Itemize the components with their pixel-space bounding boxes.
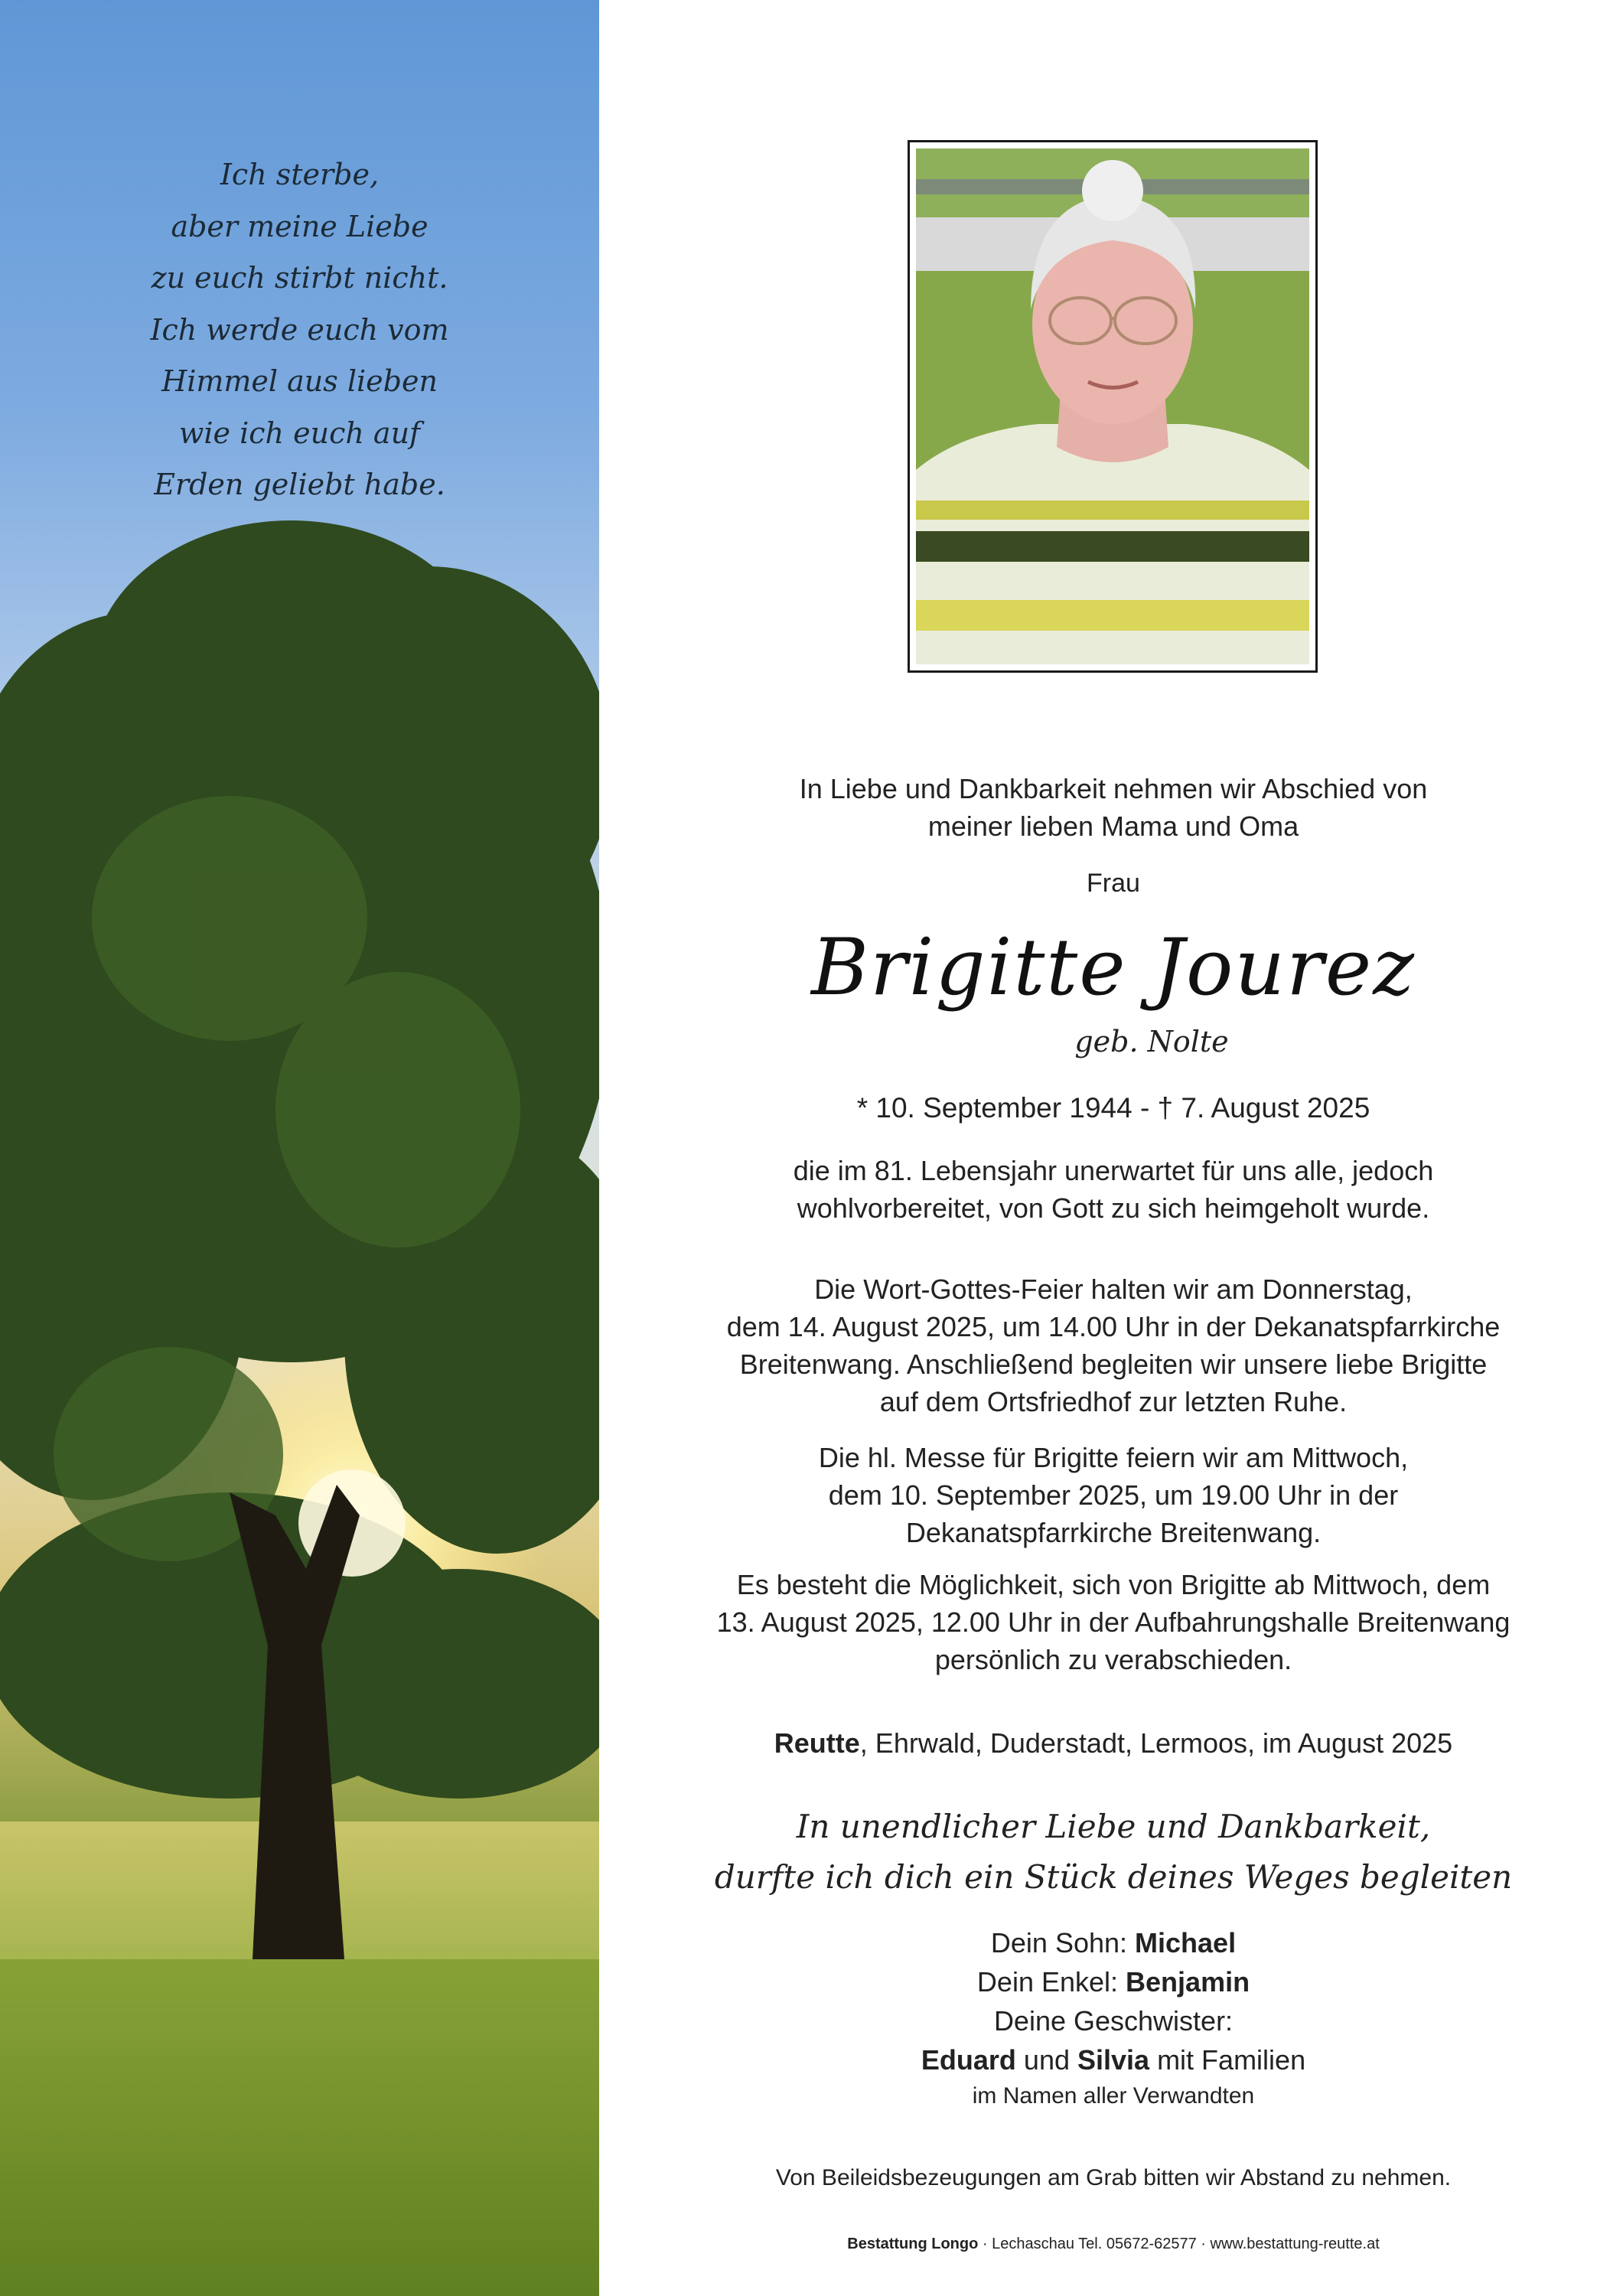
poem-line: zu euch stirbt nicht.	[151, 261, 448, 295]
poem-line: Ich werde euch vom	[150, 312, 449, 347]
service-line: Breitenwang. Anschließend begleiten wir unsere liebe Brigitte	[739, 1349, 1488, 1380]
son-label: Dein Sohn:	[990, 1927, 1136, 1958]
life-dates: * 10. September 1944 - † 7. August 2025	[856, 1092, 1370, 1124]
passing-block	[627, 1152, 1599, 1227]
tree-landscape-image	[0, 0, 599, 2296]
place-rest: , Ehrwald, Duderstadt, Lermoos, im August 2025	[859, 1727, 1453, 1759]
viewing-line: Es besteht die Möglichkeit, sich von Brigitte ab Mittwoch, dem	[736, 1569, 1491, 1600]
motto-line: In unendlicher Liebe und Dankbarkeit,	[796, 1808, 1431, 1845]
family-grandson	[627, 1962, 1599, 2001]
condolence-block	[627, 2163, 1599, 2193]
maiden-name: geb. Nolte	[1074, 1025, 1229, 1058]
mass-block	[627, 1439, 1599, 1551]
viewing-line: 13. August 2025, 12.00 Uhr in der Aufbahrungshalle Breitenwang	[716, 1606, 1511, 1638]
service-line: auf dem Ortsfriedhof zur letzten Ruhe.	[879, 1386, 1348, 1417]
grandson-name: Benjamin	[1126, 1966, 1250, 1998]
condolence-note: Von Beileidsbezeugungen am Grab bitten wir Abstand zu nehmen.	[775, 2165, 1452, 2190]
mass-line: dem 10. September 2025, um 19.00 Uhr in der	[828, 1479, 1399, 1511]
poem-line: aber meine Liebe	[171, 209, 429, 243]
motto-block	[627, 1802, 1599, 1903]
service-line: dem 14. August 2025, um 14.00 Uhr in der Dekanatspfarrkirche	[726, 1311, 1501, 1342]
poem	[0, 149, 599, 511]
mass-line: Die hl. Messe für Brigitte feiern wir am Mittwoch,	[818, 1442, 1409, 1473]
footer-line	[627, 2232, 1599, 2255]
poem-line: Erden geliebt habe.	[154, 468, 445, 501]
name-block	[627, 922, 1599, 1014]
maiden-block	[666, 1024, 1623, 1059]
intro-line: meiner lieben Mama und Oma	[927, 810, 1299, 842]
sibling-name: Silvia	[1077, 2044, 1150, 2076]
poem-line: wie ich euch auf	[178, 416, 421, 450]
intro-block	[627, 770, 1599, 845]
poem-line: Himmel aus lieben	[161, 364, 438, 398]
place-block	[627, 1724, 1599, 1762]
company-name: Bestattung Longo	[847, 2236, 979, 2252]
and-text: und	[1015, 2044, 1077, 2076]
family-son	[627, 1923, 1599, 1962]
salutation-block	[627, 865, 1599, 902]
portrait-frame	[908, 140, 1318, 673]
service-line: Die Wort-Gottes-Feier halten wir am Donnerstag,	[814, 1274, 1413, 1305]
company-details: · Lechaschau Tel. 05672-62577 · www.bestattung-reutte.at	[978, 2236, 1380, 2252]
viewing-line: persönlich zu verabschieden.	[934, 1644, 1292, 1675]
siblings-label: Deine Geschwister:	[993, 2005, 1234, 2037]
son-name: Michael	[1135, 1927, 1237, 1958]
viewing-block	[627, 1566, 1599, 1678]
motto-line: durfte ich dich ein Stück deines Weges begleiten	[714, 1858, 1513, 1896]
mass-line: Dekanatspfarrkirche Breitenwang.	[905, 1517, 1322, 1548]
grandson-label: Dein Enkel:	[976, 1966, 1126, 1998]
deceased-name: Brigitte Jourez	[811, 922, 1416, 1013]
place-main: Reutte	[774, 1727, 860, 1759]
with-families: mit Familien	[1149, 2044, 1306, 2076]
sibling-name: Eduard	[921, 2044, 1016, 2076]
intro-line: In Liebe und Dankbarkeit nehmen wir Abschied von	[799, 773, 1428, 804]
family-siblings	[627, 2040, 1599, 2079]
salutation: Frau	[1087, 869, 1140, 898]
relatives-note: im Namen aller Verwandten	[972, 2083, 1255, 2108]
portrait-photo	[916, 148, 1309, 664]
place-line	[627, 1724, 1599, 1762]
family-block	[627, 1923, 1599, 2112]
footer	[627, 2232, 1599, 2255]
dates-block	[627, 1089, 1599, 1127]
poem-line: Ich sterbe,	[220, 158, 380, 191]
passing-line: die im 81. Lebensjahr unerwartet für uns alle, jedoch	[793, 1155, 1434, 1186]
service-block	[627, 1270, 1599, 1420]
passing-line: wohlvorbereitet, von Gott zu sich heimgeholt wurde.	[797, 1192, 1430, 1224]
